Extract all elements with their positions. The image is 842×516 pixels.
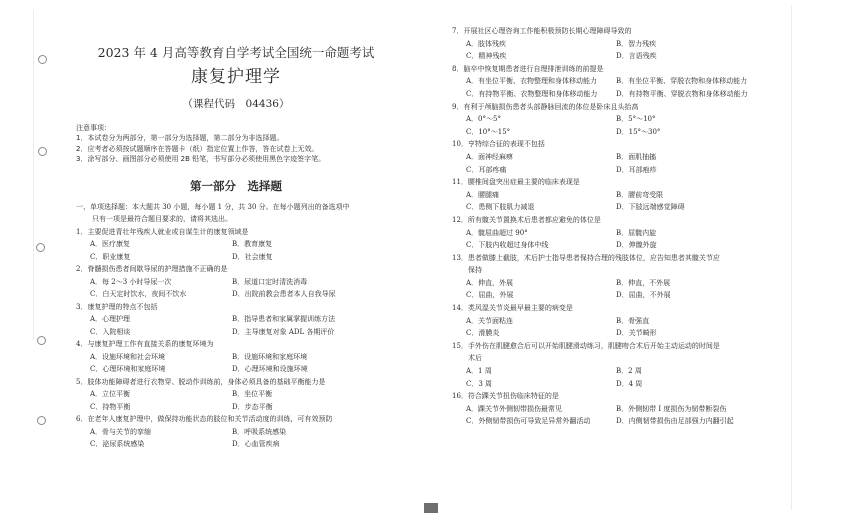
option-d: D．15°～30° — [616, 127, 661, 136]
option-d: D．步态平衡 — [232, 402, 273, 411]
question-stem: 6．在老年人康复护理中，做保持功能状态的肢位和关节活动度的训练，可有效预防 — [76, 415, 333, 423]
binder-hole-icon — [37, 416, 46, 425]
option-c: C．外侧韧带损伤可导致足异常外翻活动 — [466, 417, 591, 426]
option-b: B．设施环境和家庭环境 — [232, 352, 308, 361]
option-a: A．心理护理 — [90, 315, 131, 323]
option-a: A．立位平衡 — [90, 390, 131, 398]
option-d: D．4 周 — [616, 379, 643, 388]
question-stem-text: 13．患者做膝上截肢，术后护士指导患者保持合理的残肢体位，应告知患者其髋关节应 — [452, 253, 720, 262]
option-b: B．尿道口定时清洗消毒 — [232, 277, 308, 286]
question-stem: 11．腰椎间盘突出症最主要的临床表现是 — [452, 178, 580, 187]
binder-hole-icon — [38, 55, 47, 64]
option-b: B．教育康复 — [232, 240, 273, 248]
option-d: D．社会康复 — [232, 252, 273, 261]
question-3 — [76, 301, 406, 339]
option-a: A．关节面粘连 — [466, 316, 514, 325]
option-a: A．医疗康复 — [90, 240, 131, 248]
option-b: B．外侧韧带 I 度损伤为韧带断裂伤 — [616, 404, 727, 413]
page-edge-line — [791, 5, 792, 510]
option-c: C．滑膜炎 — [466, 329, 500, 338]
question-stem: 16．符合踝关节扭伤临床特征的是 — [452, 392, 559, 401]
option-d: D．主导康复对象 ADL 各期评价 — [232, 327, 335, 336]
question-stem-continuation: 保持 — [468, 266, 482, 275]
question-9 — [452, 101, 762, 139]
option-b: B．伸直，不外展 — [616, 278, 671, 287]
option-c: C．白天定时饮水，夜间不饮水 — [90, 290, 187, 298]
question-10 — [452, 138, 762, 176]
binder-hole-icon — [38, 147, 47, 156]
question-stem: 1．主要促进青壮年残疾人就业或自谋生计的康复领域是 — [76, 227, 249, 236]
option-d: D．内侧韧带损伤由足部强力内翻引起 — [616, 417, 734, 426]
question-stem: 8．脑卒中恢复期患者进行自理排泄训练的前提是 — [452, 64, 604, 73]
option-d: D．下肢远端感觉障碍 — [616, 203, 685, 212]
option-c: C．心理环境和家庭环境 — [90, 365, 166, 373]
notice-item: 2．应考者必须按试题顺序在答题卡（纸）指定位置上作答，答在试卷上无效。 — [76, 144, 319, 153]
course-code: （课程代码 04436） — [182, 98, 290, 110]
question-stem: 10．亨特综合征的表现不包括 — [452, 140, 545, 149]
option-c: C．耳部疼痛 — [466, 165, 507, 174]
question-4 — [76, 338, 406, 376]
question-stem: 14．类风湿关节炎最早最主要的病变是 — [452, 304, 573, 313]
option-a: A．有坐位平衡、衣物整理和身体移动能力 — [466, 77, 598, 86]
exam-title: 2023 年 4 月高等教育自学考试全国统一命题考试 — [97, 45, 375, 60]
question-stem: 4．与康复护理工作有直接关系的康复环境为 — [76, 340, 214, 348]
option-c: C．精神残疾 — [466, 52, 507, 61]
question-6 — [76, 413, 406, 451]
question-2 — [76, 263, 406, 301]
option-d: D．有持物平衡、穿脱衣物和身体移动能力 — [616, 89, 748, 98]
option-b: B．有坐位平衡、穿脱衣物和身体移动能力 — [616, 77, 748, 86]
option-a: A．面神经麻痹 — [466, 152, 514, 161]
notice-item: 3．涂写部分、画图部分必须使用 2B 铅笔，书写部分必须使用黑色字迹签字笔。 — [76, 155, 326, 163]
option-c: C．屈曲，外展 — [466, 291, 514, 300]
question-stem: 5．肢体功能障碍者进行衣物穿、脱动作训练前，身体必须具备的基础平衡能力是 — [76, 377, 326, 386]
question-stem: 3．康复护理的特点不包括 — [76, 302, 158, 311]
option-c: C．3 周 — [466, 379, 493, 388]
question-12 — [452, 214, 762, 252]
option-d: D．耳部疱疹 — [616, 165, 657, 174]
question-stem: 9．有利于颅脑损伤患者头部静脉回流的体位是卧床且头抬高 — [452, 102, 639, 111]
question-13 — [452, 252, 762, 302]
option-d: D．心血管疾病 — [232, 440, 280, 448]
question-stem — [452, 340, 762, 365]
question-5 — [76, 376, 406, 414]
option-c: C．10°～15° — [466, 127, 511, 136]
question-7 — [452, 25, 762, 63]
option-c: C．泌尿系统感染 — [90, 440, 145, 448]
right-column — [452, 25, 762, 428]
question-8 — [452, 63, 762, 101]
question-stem: 7．开展社区心理咨询工作能积极预防长期心理障碍导致的 — [452, 27, 632, 35]
option-a: A．骨与关节的挛缩 — [90, 427, 152, 436]
course-title: 康复护理学 — [191, 67, 281, 87]
option-a: A．腰腿痛 — [466, 190, 500, 199]
option-a: A．设施环境和社会环境 — [90, 352, 166, 361]
option-c: C．入院相谈 — [90, 327, 131, 336]
option-c: C．职业康复 — [90, 252, 131, 261]
binder-hole-icon — [36, 243, 45, 252]
option-b: B．屈髋内旋 — [616, 228, 657, 237]
question-stem: 2．脊髓损伤患者间歇导尿的护理措施不正确的是 — [76, 265, 228, 273]
option-c: C．有持物平衡、衣物整理和身体移动能力 — [466, 89, 598, 98]
option-d: D．出院前教会患者本人自我导尿 — [232, 290, 336, 298]
option-c: C．持物平衡 — [90, 402, 131, 411]
question-stem-text: 15．手外伤在肌腱愈合后可以开始肌腱滑动练习，肌腱吻合术后开始主动运动的时间是 — [452, 341, 720, 350]
option-d: D．伸髋外旋 — [616, 241, 657, 250]
notice-item: 1．本试卷分为两部分，第一部分为选择题，第二部分为非选择题。 — [76, 134, 284, 142]
option-a: A．1 周 — [466, 367, 492, 376]
option-a: A．每 2～3 小时导尿一次 — [90, 277, 172, 286]
page-marker — [424, 503, 438, 513]
option-b: B．智力残疾 — [616, 39, 657, 48]
question-16 — [452, 390, 762, 428]
option-b: B．腰前弯受限 — [616, 190, 664, 199]
option-b: B．面肌抽搐 — [616, 152, 657, 161]
option-b: B．2 周 — [616, 367, 642, 376]
option-d: D．心理环境和设施环境 — [232, 365, 308, 373]
binder-hole-icon — [37, 336, 46, 345]
option-a: A．踝关节外侧韧带损伤最常见 — [466, 404, 563, 413]
option-d: D．屈曲，不外展 — [616, 291, 671, 300]
question-stem-continuation: 术后 — [468, 354, 482, 363]
option-b: B．呼吸系统感染 — [232, 427, 287, 436]
option-c: C．患侧下肢肌力减退 — [466, 203, 535, 212]
option-a: A．伸直，外展 — [466, 278, 514, 287]
section-intro — [76, 201, 406, 226]
question-stem — [452, 252, 762, 277]
option-b: B．骨强直 — [616, 316, 650, 325]
left-column — [76, 40, 406, 451]
binder-margin-line — [33, 10, 34, 340]
option-a: A．髋屈曲超过 90° — [466, 228, 528, 237]
question-stem: 12．所有髋关节置换术后患者都应避免的体位是 — [452, 215, 601, 224]
section-intro-line: 一、单项选择题：本大题共 30 小题，每小题 1 分，共 30 分。在每小题列出的备选项中 — [76, 202, 350, 211]
question-1 — [76, 226, 406, 264]
option-a: A．0°～5° — [466, 115, 501, 124]
section-intro-line: 只有一项是最符合题目要求的，请将其选出。 — [92, 215, 232, 223]
option-d: D．关节畸形 — [616, 329, 657, 338]
option-b: B．5°～10° — [616, 115, 656, 124]
option-c: C．下肢内收超过身体中线 — [466, 241, 549, 250]
question-15 — [452, 340, 762, 390]
question-11 — [452, 176, 762, 214]
option-b: B．指导患者和家属掌握训练方法 — [232, 315, 336, 323]
option-b: B．坐位平衡 — [232, 390, 273, 398]
notice-heading: 注意事项： — [76, 124, 111, 132]
option-d: D．言语残疾 — [616, 52, 657, 61]
option-a: A．肢体残疾 — [466, 39, 507, 48]
part-title: 第一部分 选择题 — [190, 178, 282, 193]
question-14 — [452, 302, 762, 340]
